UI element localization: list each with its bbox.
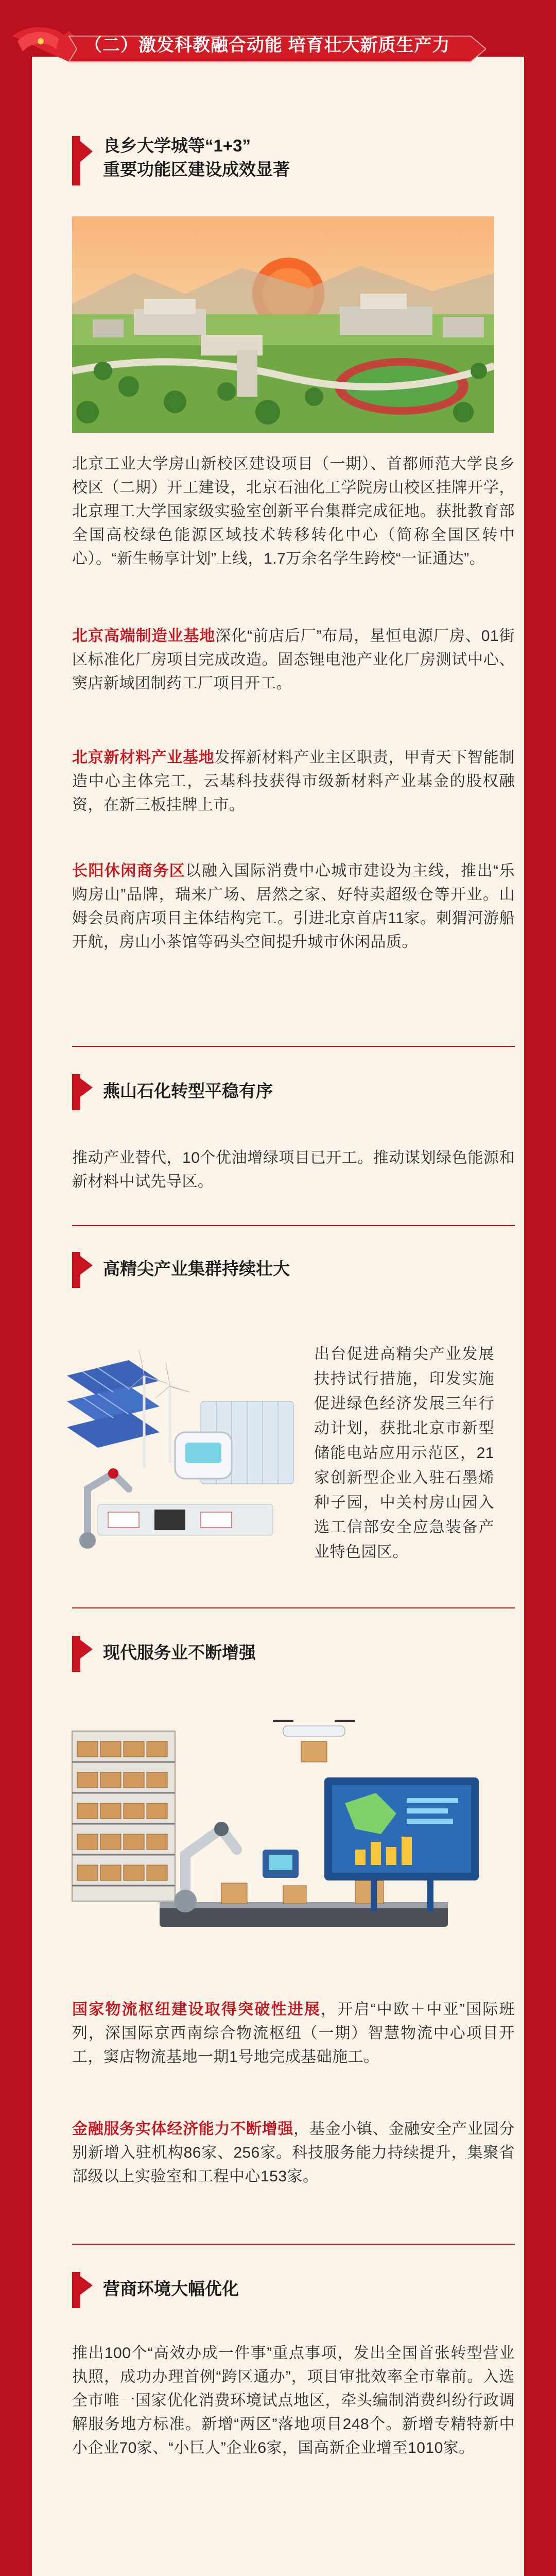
flag-icon: [72, 1636, 93, 1672]
highlight-text: 国家物流枢纽建设取得突破性进展: [72, 2001, 321, 2018]
divider: [72, 2244, 515, 2245]
paragraph-text: ，基金小镇、金融安全产业园分别新增入驻机构86家、256家。科技服务能力持续提升，集聚省部级以上实验室和工程中心153家。: [72, 2121, 515, 2185]
flag-icon: [72, 1252, 93, 1288]
section-services: [72, 1636, 515, 1665]
section2-paragraph1: 推动产业替代，10个优油增绿项目已开工。推动谋划绿色能源和新材料中试先导区。: [72, 1149, 515, 1190]
section-banner: [7, 21, 486, 63]
section-title-line1: 良乡大学城等“1+3”: [103, 136, 251, 155]
banner-title: （二）激发科教融合动能 培育壮大新质生产力: [84, 36, 450, 55]
flag-icon: [72, 1074, 93, 1110]
section4-paragraph1: [72, 1998, 515, 2069]
divider: [72, 1225, 515, 1226]
highlight-text: 长阳休闲商务区: [72, 862, 186, 879]
flag-icon: [72, 2272, 93, 2308]
paragraph-text: ，开启“中欧＋中亚”国际班列，深国际京西南综合物流枢纽（一期）智慧物流中心项目开工，窦店物流基地一期1号地完成基础施工。: [72, 2001, 515, 2065]
divider: [72, 1607, 515, 1608]
section5-paragraph1: 推出100个“高效办成一件事”重点事项，发出全国首张转型营业执照，成功办理首例“跨区通办”，项目审批效率全市靠前。入选全市唯一国家优化消费环境试点地区，牵头编制消费纠纷行政调解服务地方标准。新增“两区”落地项目248个。新增专精特新中小企业70家、“小巨人”企业6家，国高新企业增至1010家。: [72, 2345, 515, 2456]
section3-paragraph1: 出台促进高精尖产业发展扶持试行措施，印发实施促进绿色经济发展三年行动计划，获批北京市新型储能电站应用示范区，21家创新型企业入驻石墨烯种子园，中关村房山园入选工信部安全应急装备产业特色园区。: [314, 1346, 494, 1561]
section-title-line2: 重要功能区建设成效显著: [103, 160, 290, 179]
section-title: 高精尖产业集群持续壮大: [103, 1259, 290, 1278]
section-yanshan: [72, 1074, 515, 1103]
section-liangxiang: [72, 134, 515, 181]
paragraph-text: 发挥新材料产业主区职责，甲青天下智能制造中心主体完工，云基科技获得市级新材料产业基金的股权融资，在新三板挂牌上市。: [72, 749, 515, 814]
section1-paragraph3: [72, 746, 515, 817]
industry-illustration: [67, 1334, 304, 1566]
section-title: 现代服务业不断增强: [103, 1643, 256, 1662]
section-hightech: [72, 1252, 515, 1281]
highlight-text: 北京高端制造业基地: [72, 628, 216, 645]
section-title: 燕山石化转型平稳有序: [103, 1081, 273, 1100]
highlight-text: 金融服务实体经济能力不断增强: [72, 2121, 294, 2138]
campus-illustration: [72, 216, 494, 433]
logistics-illustration: [67, 1700, 489, 1968]
section1-paragraph4: [72, 859, 515, 954]
highlight-text: 北京新材料产业基地: [72, 749, 215, 766]
paragraph-text: 深化“前店后厂”布局，星恒电源厂房、01街区标准化厂房项目完成改造。固态锂电池产业化厂房测试中心、窦店新域团制药工厂项目开工。: [72, 628, 515, 692]
section1-paragraph2: [72, 624, 515, 696]
divider: [72, 1046, 515, 1047]
section1-paragraph1: 北京工业大学房山新校区建设项目（一期）、首都师范大学良乡校区（二期）开工建设，北京石油化工学院房山校区挂牌开学，北京理工大学国家级实验室创新平台集群完成征地。获批教育部全国高校绿色能源区域技术转移转化中心（简称全国区转中心）。“新生畅享计划”上线，1.7万余名学生跨校“一证通达”。: [72, 455, 515, 567]
flag-icon: [72, 136, 93, 185]
paragraph-text: 以融入国际消费中心城市建设为主线，推出“乐购房山”品牌，瑞来广场、居然之家、好特卖超级仓等开业。山姆会员商店项目主体结构完工。引进北京首店11家。刺猬河游船开航，房山小茶馆等码头空间提升城市休闲品质。: [72, 862, 515, 951]
section-title: 营商环境大幅优化: [103, 2279, 239, 2298]
section4-paragraph2: [72, 2117, 515, 2189]
section-business-environment: [72, 2272, 515, 2301]
section-header: [72, 134, 515, 181]
page-paper: [32, 57, 524, 2576]
section-title: [103, 134, 515, 181]
